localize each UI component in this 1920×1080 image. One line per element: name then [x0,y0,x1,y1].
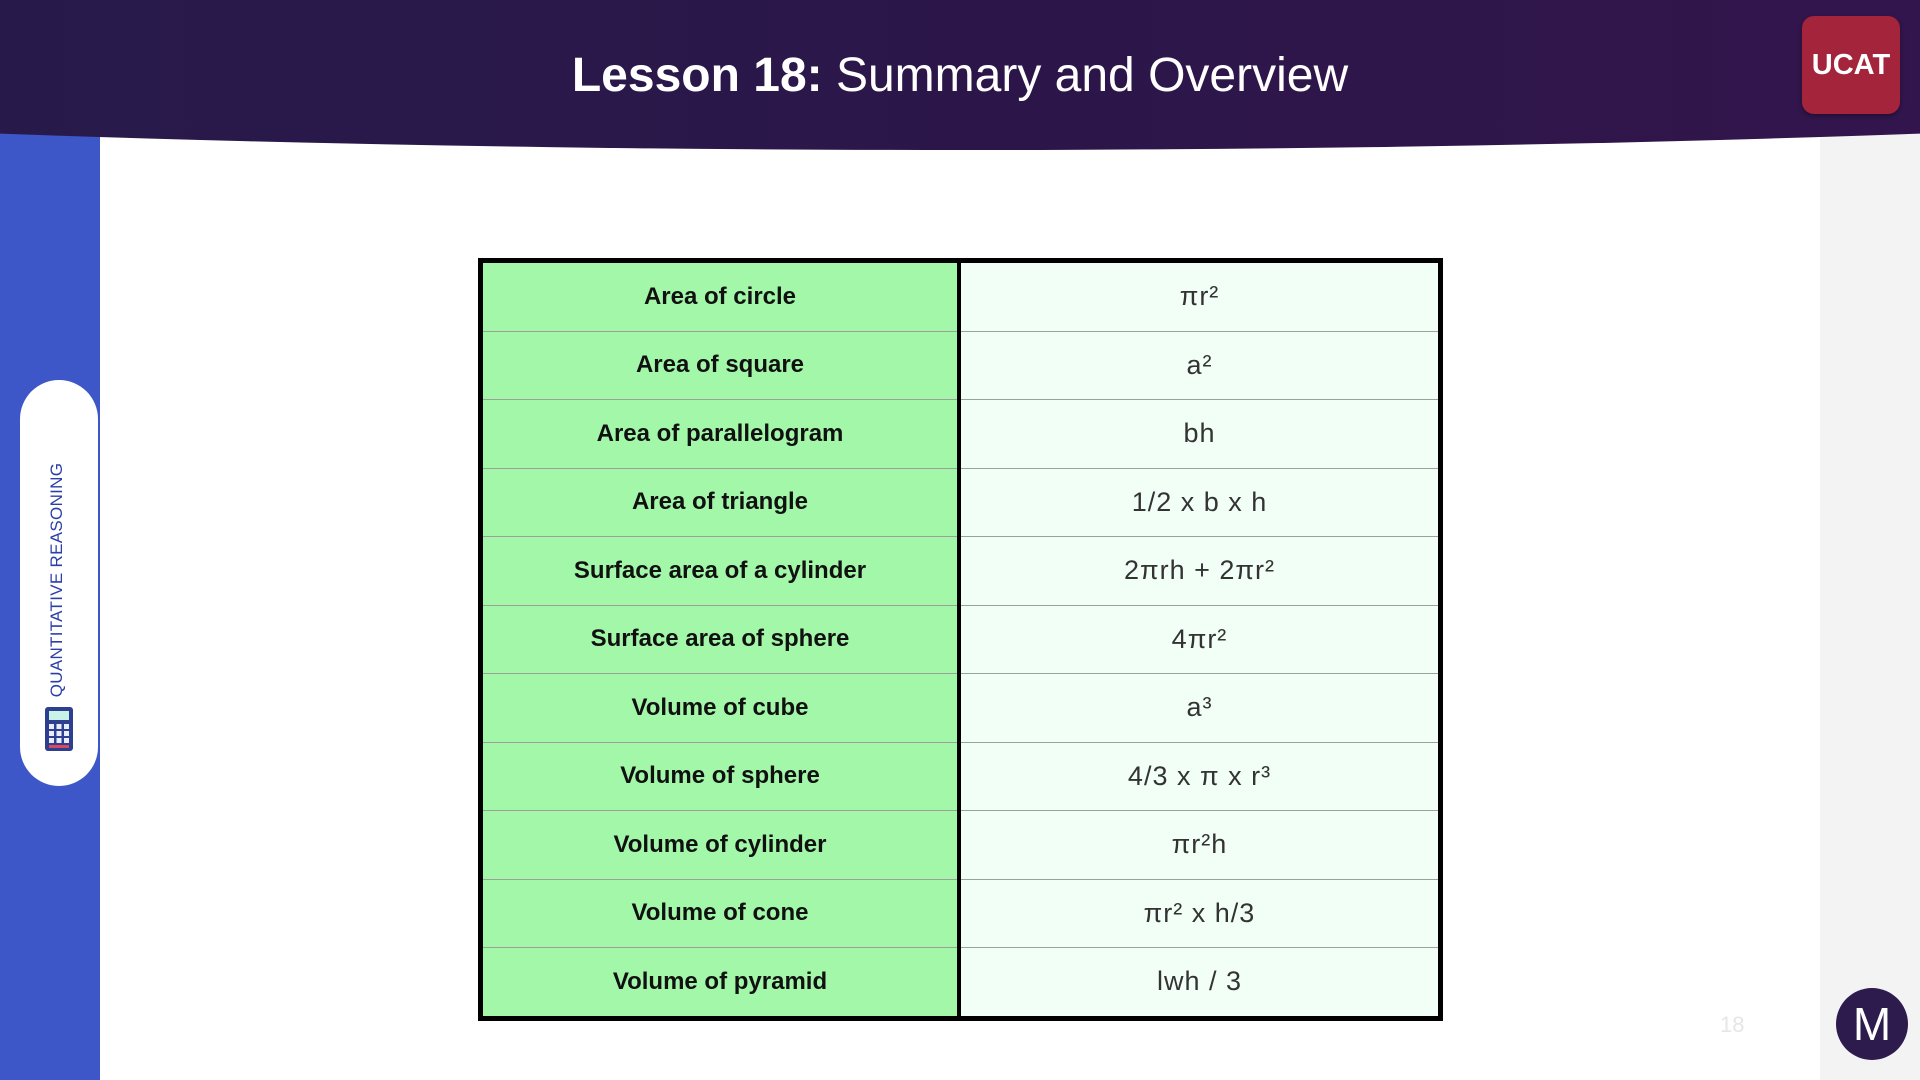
formula-name-cell: Volume of cylinder [481,811,960,880]
table-row [481,537,1441,606]
table-row [481,948,1441,1019]
table-row [481,468,1441,537]
formula-name-cell: Area of triangle [481,468,960,537]
table-row [481,674,1441,743]
table-row [481,742,1441,811]
table-row [481,605,1441,674]
formula-expression-cell: 1/2 x b x h [959,468,1441,537]
table-row [481,811,1441,880]
calculator-icon [44,706,74,752]
ucat-badge: UCAT [1802,16,1900,114]
page-title [0,46,1920,106]
title-text: Summary and Overview [822,49,1349,102]
formula-name-cell: Volume of sphere [481,742,960,811]
formula-name-cell: Area of circle [481,261,960,332]
formula-expression-cell: πr² x h/3 [959,879,1441,948]
formula-expression-cell: a² [959,331,1441,400]
formula-name-cell: Area of square [481,331,960,400]
table-row [481,400,1441,469]
formula-expression-cell: 4/3 x π x r³ [959,742,1441,811]
formula-expression-cell: bh [959,400,1441,469]
formula-expression-cell: πr² [959,261,1441,332]
m-logo-icon [1835,987,1909,1061]
formula-expression-cell: πr²h [959,811,1441,880]
right-margin [1810,0,1920,1080]
table-row [481,261,1441,332]
table-row [481,879,1441,948]
formula-expression-cell: 4πr² [959,605,1441,674]
page-number: 18 [1720,1012,1745,1037]
m-logo-letter: M [1852,998,1892,1050]
formula-name-cell: Volume of pyramid [481,948,960,1019]
formula-expression-cell: a³ [959,674,1441,743]
formula-name-cell: Volume of cone [481,879,960,948]
formula-name-cell: Surface area of sphere [481,605,960,674]
section-label: QUANTITATIVE REASONING [47,462,66,698]
formula-name-cell: Area of parallelogram [481,400,960,469]
title-lesson-number: Lesson 18: [571,49,823,102]
formula-table [478,258,1443,1021]
formula-expression-cell: lwh / 3 [959,948,1441,1019]
formula-name-cell: Surface area of a cylinder [481,537,960,606]
formula-name-cell: Volume of cube [481,674,960,743]
table-row [481,331,1441,400]
formula-expression-cell: 2πrh + 2πr² [959,537,1441,606]
